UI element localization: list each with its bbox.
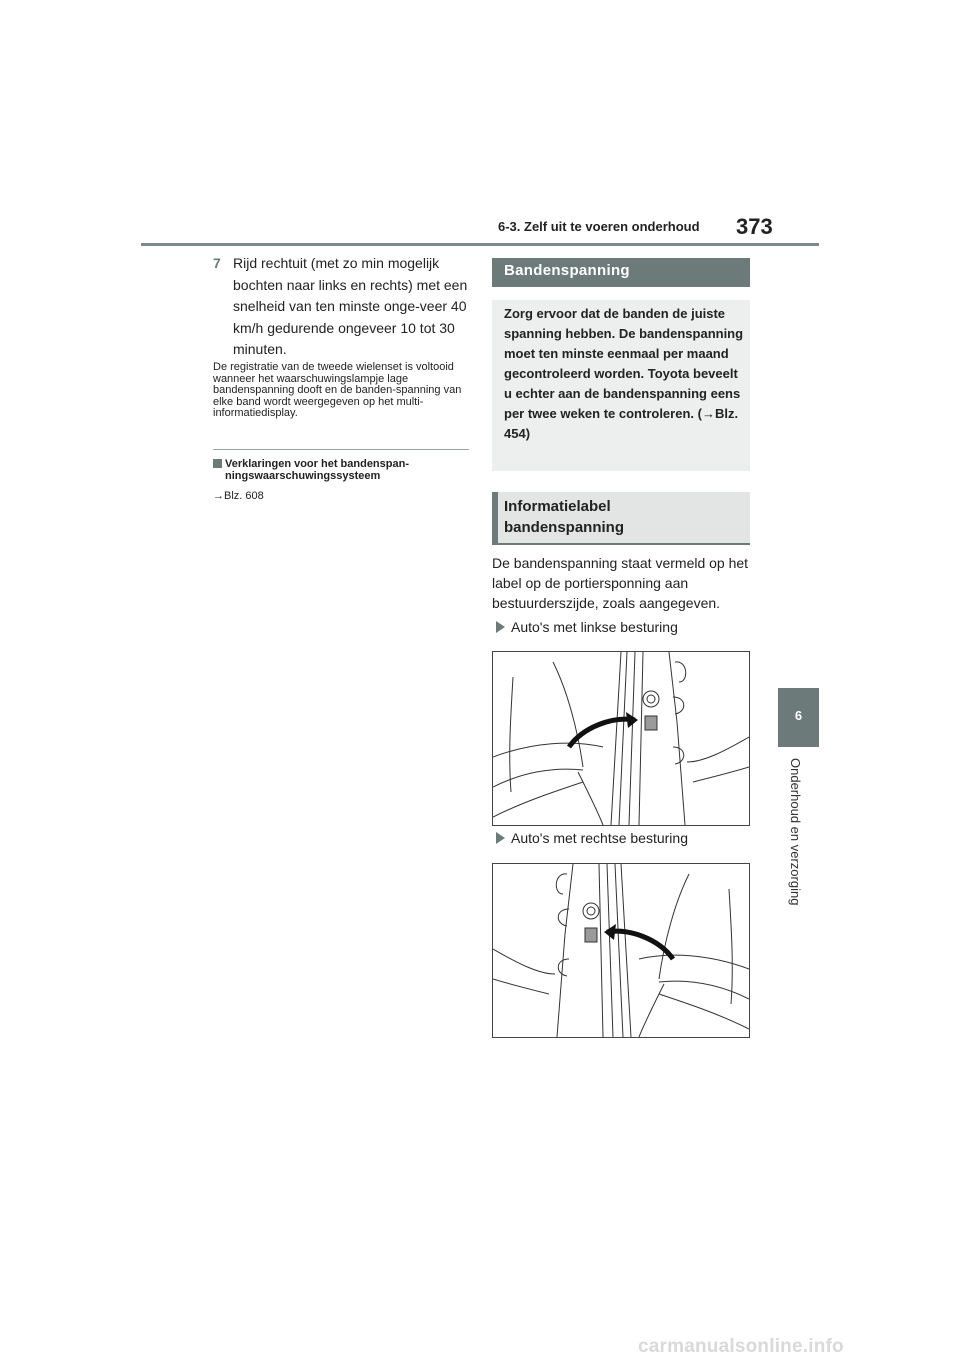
watermark: carmanualsonline.info [638, 1336, 844, 1357]
door-pillar-illustration-rhd [493, 864, 749, 1037]
page-reference[interactable]: →Blz. 608 [213, 490, 264, 502]
bullet-rhd-text: Auto's met rechtse besturing [511, 830, 688, 846]
step-number: 7 [213, 255, 221, 271]
triangle-bullet-icon [496, 832, 505, 844]
info-box-text: Zorg ervoor dat de banden de juiste spanning hebben. De bandenspanning moet ten minste eenmaal per maand gecontroleerd worden. Toyota beveelt u echter aan de bandenspanning eens per twee weken te controleren. (→Blz. 454) [504, 306, 744, 441]
bullet-lhd [496, 619, 678, 635]
triangle-bullet-icon [496, 621, 505, 633]
page-number: 373 [736, 214, 773, 239]
square-bullet-icon [213, 459, 222, 468]
label-paragraph: De bandenspanning staat vermeld op het label op de portiersponning aan bestuurderszijde, zoals aangegeven. [492, 555, 749, 611]
sub-heading [213, 458, 469, 482]
heading2-line1: Informatielabel [504, 498, 611, 515]
chapter-tab [778, 688, 819, 747]
door-pillar-illustration [493, 652, 749, 825]
sub-heading-line2: ningswaarschuwingssysteem [225, 470, 381, 482]
sub-heading-line1: Verklaringen voor het bandenspan- [225, 458, 409, 470]
step-7 [213, 253, 471, 361]
chapter-number: 6 [794, 708, 803, 723]
section-title: 6-3. Zelf uit te voeren onderhoud [498, 219, 700, 234]
heading-accent [492, 492, 498, 543]
heading-bandenspanning-text: Bandenspanning [504, 262, 630, 279]
left-divider [213, 449, 469, 450]
heading2-line2: bandenspanning [504, 519, 624, 536]
step-text: Rijd rechtuit (met zo min mogelijk bochten naar links en rechts) met een snelheid van ten minste onge-veer 40 km/h gedurende ongeveer 10 tot 30 minuten. [233, 255, 468, 357]
figure-rhd-door-pillar [492, 863, 750, 1038]
bullet-rhd [496, 830, 688, 846]
heading-informatielabel-text [504, 496, 624, 538]
heading2-underline [492, 543, 750, 545]
bullet-lhd-text: Auto's met linkse besturing [511, 619, 678, 635]
registration-note: De registratie van de tweede wielenset is voltooid wanneer het waarschuwingslampje lage bandenspanning dooft en de banden-spanning van elke band wordt weergegeven op het multi-informatiedisplay. [213, 361, 462, 419]
chapter-label: Onderhoud en verzorging [788, 758, 803, 906]
figure-lhd-door-pillar [492, 651, 750, 826]
header-divider [141, 243, 819, 246]
heading-bandenspanning [492, 258, 750, 287]
heading-informatielabel [492, 492, 750, 543]
info-box [492, 300, 750, 471]
